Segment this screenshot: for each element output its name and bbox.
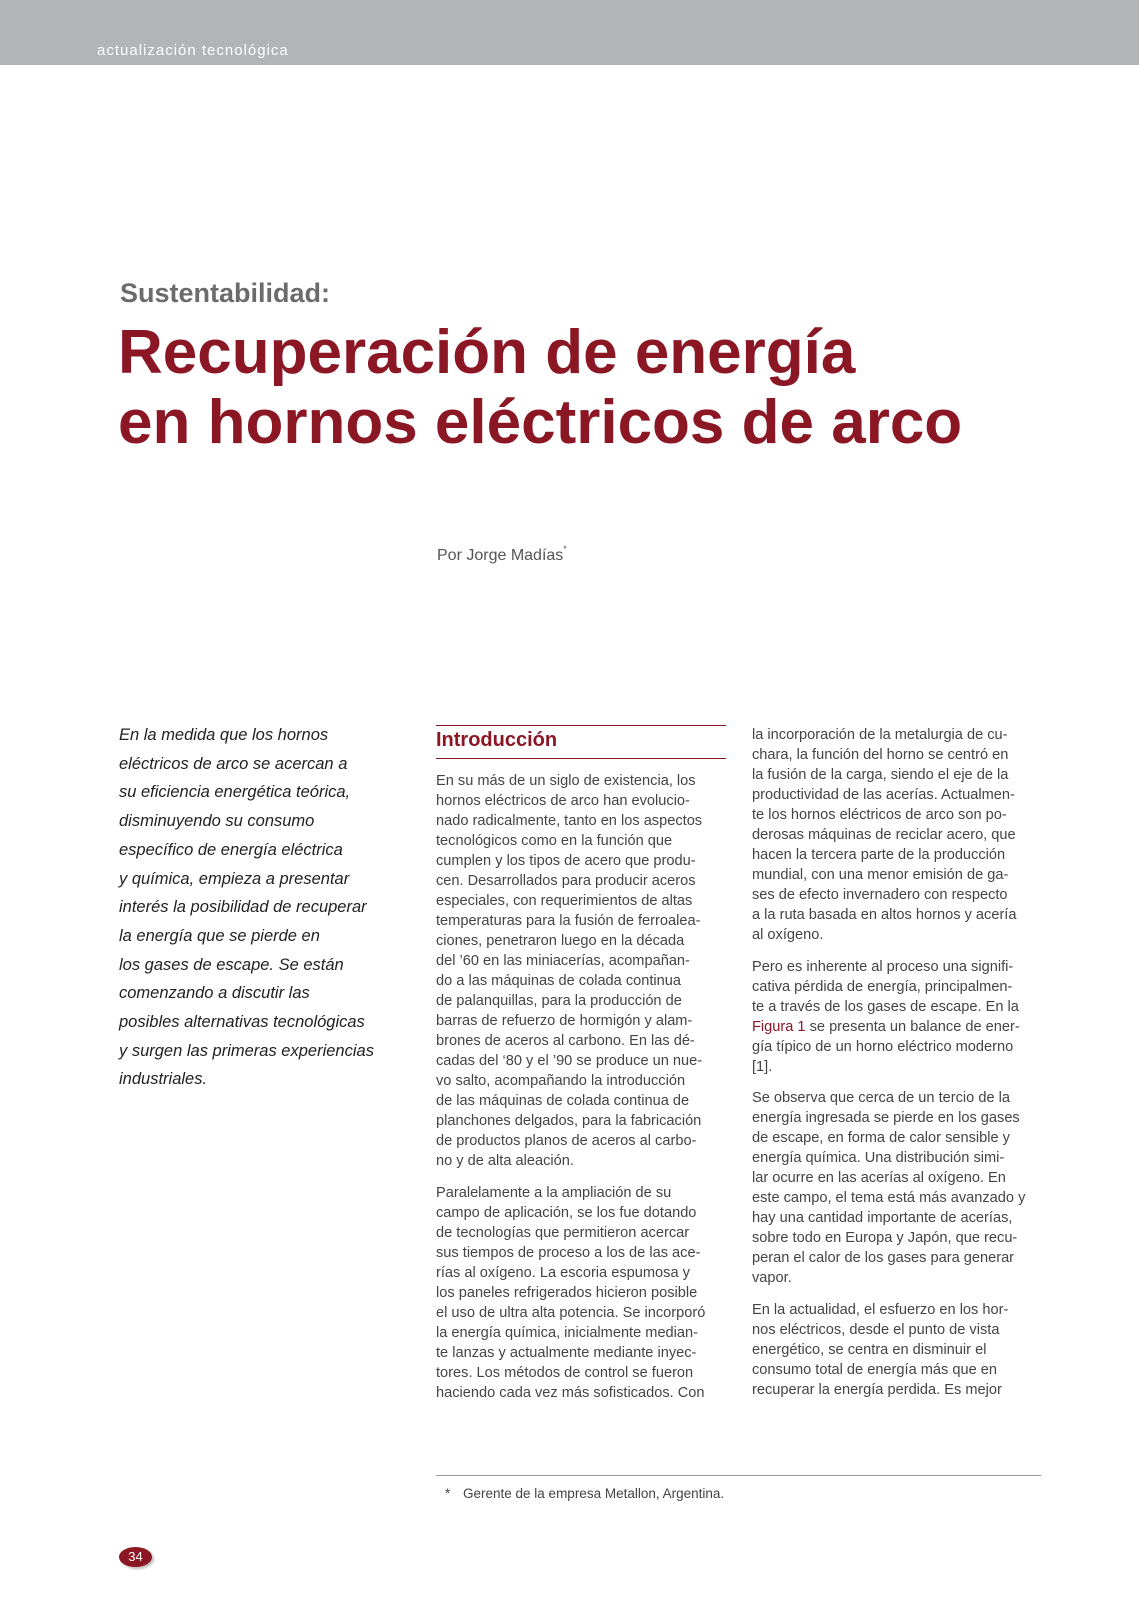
lead-line: específico de energía eléctrica bbox=[119, 840, 343, 859]
lead-line: su eficiencia energética teórica, bbox=[119, 783, 351, 802]
body-line: productividad de las acerías. Actualmen- bbox=[752, 787, 1015, 803]
body-line: ciones, penetraron luego en la década bbox=[436, 933, 685, 949]
body-line: Se observa que cerca de un tercio de la bbox=[752, 1090, 1010, 1106]
body-line: planchones delgados, para la fabricación bbox=[436, 1113, 702, 1129]
body-line bbox=[752, 1017, 1042, 1037]
body-line: cadas del ‘80 y el ’90 se produce un nue- bbox=[436, 1053, 703, 1069]
body-line: nado radicalmente, tanto en los aspectos bbox=[436, 813, 703, 829]
body-line: mundial, con una menor emisión de ga- bbox=[752, 867, 1009, 883]
title-line: Recuperación de energía bbox=[118, 318, 856, 387]
body-line: no y de alta aleación. bbox=[436, 1153, 574, 1169]
lead-line: y surgen las primeras experiencias bbox=[119, 1041, 374, 1060]
body-line: energía ingresada se pierde en los gases bbox=[752, 1110, 1020, 1126]
body-text-fragment: se presenta un balance de ener- bbox=[805, 1018, 1020, 1035]
body-line: Paralelamente a la ampliación de su bbox=[436, 1184, 672, 1201]
body-line: lar ocurre en las acerías al oxígeno. En bbox=[752, 1170, 1006, 1186]
body-line: sobre todo en Europa y Japón, que recu- bbox=[752, 1230, 1018, 1246]
section-heading-box bbox=[436, 725, 726, 759]
body-line: tecnológicos como en la función que bbox=[436, 833, 673, 849]
body-line: tores. Los métodos de control se fueron bbox=[436, 1364, 694, 1381]
body-line: Pero es inherente al proceso una signifi- bbox=[752, 958, 1014, 975]
title-line: en hornos eléctricos de arco bbox=[118, 388, 963, 457]
author-footnote-mark: * bbox=[563, 544, 567, 554]
body-line: la energía química, inicialmente median- bbox=[436, 1324, 699, 1341]
body-line: [1]. bbox=[752, 1058, 773, 1075]
body-line: especiales, con requerimientos de altas bbox=[436, 893, 693, 909]
body-line: do a las máquinas de colada continua bbox=[436, 973, 682, 989]
body-column-2 bbox=[752, 725, 1042, 1411]
body-line: al oxígeno. bbox=[752, 927, 824, 943]
lead-line: eléctricos de arco se acercan a bbox=[119, 754, 348, 773]
body-line: sus tiempos de proceso a los de las ace- bbox=[436, 1244, 701, 1261]
lead-paragraph bbox=[119, 721, 394, 1094]
body-line: hornos eléctricos de arco han evolucio- bbox=[436, 793, 690, 809]
body-paragraph bbox=[752, 725, 1042, 945]
page-number-badge: 34 bbox=[119, 1547, 152, 1567]
body-line: de las máquinas de colada continua de bbox=[436, 1093, 690, 1109]
body-line: hacen la tercera parte de la producción bbox=[752, 847, 1006, 863]
body-line: te los hornos eléctricos de arco son po- bbox=[752, 807, 1007, 823]
body-line: de escape, en forma de calor sensible y bbox=[752, 1130, 1010, 1146]
body-line: nos eléctricos, desde el punto de vista bbox=[752, 1321, 1000, 1338]
body-line: haciendo cada vez más sofisticados. Con bbox=[436, 1384, 705, 1401]
header-bar bbox=[0, 0, 1139, 65]
body-paragraph bbox=[436, 1183, 726, 1403]
footnote-text: Gerente de la empresa Metallon, Argentina. bbox=[463, 1486, 725, 1501]
body-line: cen. Desarrollados para producir aceros bbox=[436, 873, 696, 889]
body-line: cumplen y los tipos de acero que produ- bbox=[436, 853, 696, 869]
body-paragraph bbox=[436, 771, 726, 1171]
body-line: del ’60 en las miniacerías, acompañan- bbox=[436, 953, 690, 969]
lead-line: comenzando a discutir las bbox=[119, 984, 310, 1003]
body-line: rías al oxígeno. La escoria espumosa y bbox=[436, 1264, 690, 1281]
body-line: En la actualidad, el esfuerzo en los hor- bbox=[752, 1301, 1009, 1318]
body-line: campo de aplicación, se los fue dotando bbox=[436, 1204, 697, 1221]
body-paragraph bbox=[752, 957, 1042, 1077]
section-heading: Introducción bbox=[436, 729, 558, 751]
body-paragraph bbox=[752, 1088, 1042, 1288]
article-kicker: Sustentabilidad: bbox=[120, 278, 331, 308]
body-line: gía típico de un horno eléctrico moderno bbox=[752, 1038, 1014, 1055]
lead-line: y química, empieza a presentar bbox=[119, 869, 350, 888]
lead-line: los gases de escape. Se están bbox=[119, 955, 344, 974]
body-line: la incorporación de la metalurgia de cu- bbox=[752, 727, 1008, 743]
body-line: derosas máquinas de reciclar acero, que bbox=[752, 827, 1016, 843]
body-line: de palanquillas, para la producción de bbox=[436, 993, 682, 1009]
body-column-1 bbox=[436, 771, 726, 1414]
body-line: hay una cantidad importante de acerías, bbox=[752, 1210, 1013, 1226]
body-paragraph bbox=[752, 1300, 1042, 1400]
lead-line: interés la posibilidad de recuperar bbox=[119, 898, 367, 917]
author-name: Por Jorge Madías bbox=[437, 547, 564, 564]
footnote-divider bbox=[436, 1475, 1041, 1476]
body-line: energía química. Una distribución simi- bbox=[752, 1150, 1005, 1166]
body-line: te lanzas y actualmente mediante inyec- bbox=[436, 1344, 697, 1361]
author-byline bbox=[437, 544, 567, 565]
body-line: este campo, el tema está más avanzado y bbox=[752, 1190, 1026, 1206]
lead-line: En la medida que los hornos bbox=[119, 726, 329, 744]
body-line: los paneles refrigerados hicieron posible bbox=[436, 1284, 698, 1301]
section-label: actualización tecnológica bbox=[97, 42, 289, 59]
lead-line: posibles alternativas tecnológicas bbox=[119, 1013, 365, 1032]
figure-reference-link[interactable]: Figura 1 bbox=[752, 1018, 806, 1035]
body-line: temperaturas para la fusión de ferroalea- bbox=[436, 913, 701, 929]
footnote bbox=[445, 1486, 724, 1501]
body-line: la fusión de la carga, siendo el eje de la bbox=[752, 767, 1009, 783]
body-line: vapor. bbox=[752, 1270, 792, 1286]
body-line: vo salto, acompañando la introducción bbox=[436, 1073, 686, 1089]
body-line: de tecnologías que permitieron acercar bbox=[436, 1224, 690, 1241]
body-line: el uso de ultra alta potencia. Se incorporó bbox=[436, 1304, 706, 1321]
body-line: de productos planos de aceros al carbo- bbox=[436, 1133, 697, 1149]
lead-line: disminuyendo su consumo bbox=[119, 812, 315, 831]
lead-line: la energía que se pierde en bbox=[119, 926, 320, 945]
body-line: brones de aceros al carbono. En las dé- bbox=[436, 1033, 695, 1049]
footnote-mark: * bbox=[445, 1486, 451, 1501]
body-line: recuperar la energía perdida. Es mejor bbox=[752, 1381, 1002, 1398]
body-line: cativa pérdida de energía, principalmen- bbox=[752, 978, 1013, 995]
body-line: consumo total de energía más que en bbox=[752, 1361, 998, 1378]
body-line: peran el calor de los gases para generar bbox=[752, 1250, 1015, 1266]
body-line: te a través de los gases de escape. En la bbox=[752, 998, 1019, 1015]
body-line: a la ruta basada en altos hornos y acería bbox=[752, 907, 1017, 923]
body-line: energético, se centra en disminuir el bbox=[752, 1341, 987, 1358]
body-line: barras de refuerzo de hormigón y alam- bbox=[436, 1013, 693, 1029]
body-line: ses de efecto invernadero con respecto bbox=[752, 887, 1008, 903]
body-line: En su más de un siglo de existencia, los bbox=[436, 773, 696, 789]
article-title bbox=[118, 318, 1018, 458]
body-line: chara, la función del horno se centró en bbox=[752, 747, 1009, 763]
lead-line: industriales. bbox=[119, 1070, 208, 1089]
